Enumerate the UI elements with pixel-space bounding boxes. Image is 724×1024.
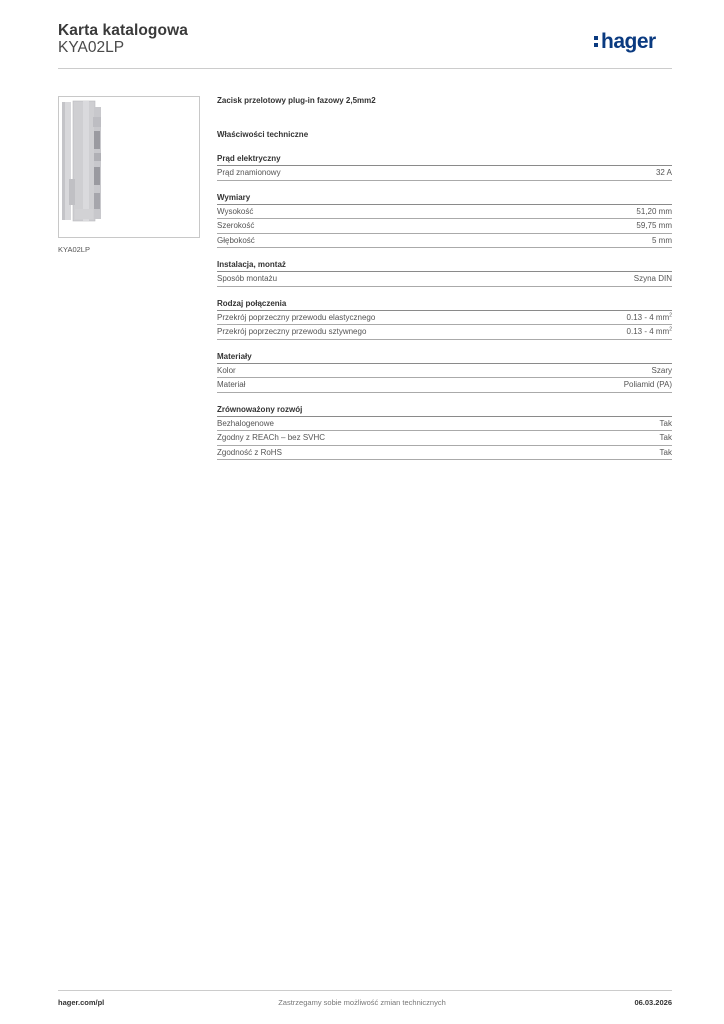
spec-row (217, 219, 672, 234)
spec-value: Tak (659, 447, 672, 457)
hager-logo: hager (594, 30, 656, 54)
spec-value: Tak (659, 418, 672, 428)
spec-row (217, 364, 672, 379)
spec-group-title: Zrównoważony rozwój (217, 404, 672, 417)
spec-content (217, 96, 672, 460)
spec-value: 32 A (655, 168, 672, 177)
spec-groups (217, 153, 672, 460)
spec-label: Głębokość (217, 235, 255, 245)
footer-date: 06.03.2026 (634, 998, 672, 1007)
spec-group-title: Rodzaj połączenia (217, 298, 672, 311)
spec-row (217, 272, 672, 287)
footer-divider (58, 990, 672, 991)
footer-url: hager.com/pl (58, 998, 105, 1007)
terminal-block-icon (59, 97, 199, 237)
spec-row (217, 378, 672, 393)
spec-label: Materiał (217, 380, 246, 389)
product-code: KYA02LP (58, 39, 125, 56)
spec-label: Kolor (217, 365, 236, 375)
spec-label: Szerokość (217, 221, 255, 230)
unit-superscript: 2 (669, 326, 672, 333)
spec-value: Poliamid (PA) (623, 380, 672, 389)
product-image-frame (58, 96, 200, 238)
spec-label: Wysokość (217, 206, 254, 216)
spec-group-title: Prąd elektryczny (217, 153, 672, 166)
unit-superscript: 2 (669, 311, 672, 318)
spec-label: Zgodność z RoHS (217, 447, 282, 457)
header-divider (58, 68, 672, 69)
spec-label: Sposób montażu (217, 274, 278, 283)
spec-group-title: Instalacja, montaż (217, 259, 672, 272)
spec-value: 59,75 mm (636, 221, 672, 230)
spec-row (217, 446, 672, 461)
spec-group-title: Materiały (217, 351, 672, 364)
spec-value: 51,20 mm (636, 206, 672, 216)
technical-properties-heading: Właściwości techniczne (217, 130, 309, 139)
spec-value: Szary (651, 365, 672, 375)
logo-dots-icon (594, 36, 599, 50)
spec-row (217, 431, 672, 446)
document-title: Karta katalogowa (58, 22, 188, 39)
spec-row (217, 311, 672, 326)
spec-value: 5 mm (652, 235, 672, 245)
spec-label: Zgodny z REACh – bez SVHC (217, 433, 326, 442)
spec-row (217, 234, 672, 249)
spec-value: Tak (659, 433, 672, 442)
spec-label: Przekrój poprzeczny przewodu sztywnego (217, 327, 367, 336)
image-caption: KYA02LP (58, 245, 90, 254)
spec-value: 0.13 - 4 $mm^2$ (626, 311, 672, 322)
spec-group-title: Wymiary (217, 192, 672, 205)
spec-value: Szyna DIN (633, 274, 672, 283)
spec-value: 0.13 - 4 $mm^2$ (626, 326, 672, 336)
spec-row (217, 166, 672, 181)
spec-row (217, 417, 672, 432)
footer-disclaimer: Zastrzegamy sobie możliwość zmian technicznych (278, 998, 446, 1007)
spec-label: Prąd znamionowy (217, 168, 281, 177)
product-description: Zacisk przelotowy plug-in fazowy 2,5mm2 (217, 96, 376, 105)
spec-label: Bezhalogenowe (217, 418, 274, 428)
spec-row (217, 325, 672, 340)
spec-row (217, 205, 672, 220)
spec-label: Przekrój poprzeczny przewodu elastycznego (217, 312, 376, 322)
